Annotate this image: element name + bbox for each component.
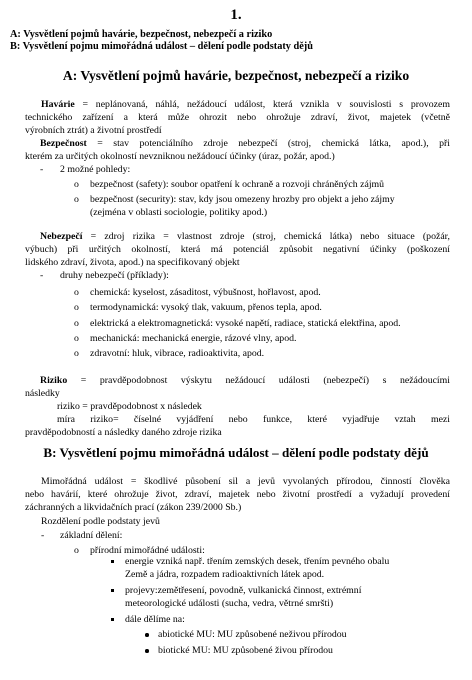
nebezpeci-definition: = zdroj rizika = vlastnost zdroje (stroj, chemická látka) nebo situace (požár, bbox=[90, 231, 450, 242]
hazard-item-thermodynamic: termodynamická: vysoký tlak, vakuum, přenos tepla, apod. bbox=[90, 302, 322, 313]
abiotic-item: abiotické MU: MU způsobené neživou přírodou bbox=[158, 629, 347, 640]
security-item-line-1: bezpečnost (security): stav, kdy jsou omezeny hrozby pro objekt a jeho zájmy bbox=[90, 194, 395, 205]
manifestations-item-line-2: meteorologické události (sucha, vedra, větrné smršti) bbox=[125, 598, 334, 609]
square-bullet bbox=[111, 589, 114, 592]
bezpecnost-line-1 bbox=[40, 137, 450, 150]
hazard-item-mechanical: mechanická: mechanická energie, rázové vlny, apod. bbox=[90, 333, 297, 344]
natural-events-item: přírodní mimořádné události: bbox=[90, 545, 205, 556]
bullet-o: o bbox=[74, 179, 79, 190]
riziko-measure-line-2: pravděpodobností a následky daného zdroje rizika bbox=[25, 427, 222, 438]
section-a-heading: A: Vysvětlení pojmů havárie, bezpečnost, nebezpečí a riziko bbox=[62, 68, 410, 83]
bullet-o: o bbox=[74, 194, 79, 205]
safety-item: bezpečnost (safety): soubor opatření k ochraně a rozvoji chráněných zájmů bbox=[90, 179, 385, 190]
hazard-item-chemical: chemická: kyselost, zásaditost, výbušnost, hořlavost, apod. bbox=[90, 287, 321, 298]
mu-definition-line-2: nebo havárií, které ohrožuje život, zdraví, majetek nebo životní prostředí a vyžadují provedení bbox=[25, 489, 450, 500]
section-b-heading: B: Vysvětlení pojmu mimořádná událost – dělení podle podstaty dějů bbox=[43, 445, 429, 460]
manifestations-item-line-1: projevy:zemětřesení, povodně, vulkanická činnost, extrémní bbox=[125, 585, 362, 596]
hazard-item-health: zdravotní: hluk, vibrace, radioaktivita, apod. bbox=[90, 348, 265, 359]
energy-item-line-2: Země a jádra, rozpadem radioaktivních látek apod. bbox=[125, 569, 325, 580]
bezpecnost-definition: = stav potenciálního zdroje nebezpečí (stroj, chemická látka, apod.), při bbox=[97, 138, 450, 149]
bullet-o: o bbox=[74, 545, 79, 556]
bullet-o: o bbox=[74, 302, 79, 313]
hazard-types-intro: druhy nebezpečí (příklady): bbox=[60, 270, 169, 281]
riziko-measure-line-1: míra riziko= číselné vyjádření nebo funkce, které vyjadřuje vztah mezi bbox=[57, 414, 450, 425]
page-number: 1. bbox=[230, 7, 242, 23]
square-bullet bbox=[111, 560, 114, 563]
havarie-term: Havárie bbox=[41, 99, 75, 110]
dash-marker: - bbox=[41, 530, 45, 541]
toc-item-a: A: Vysvětlení pojmů havárie, bezpečnost, nebezpečí a riziko bbox=[10, 29, 273, 40]
havarie-line-1 bbox=[41, 98, 450, 111]
riziko-formula: riziko = pravděpodobnost x následek bbox=[57, 401, 202, 412]
mu-definition-line-1: Mimořádná událost = škodlivé působení sil a jevů vyvolaných přírodou, činností člověka bbox=[41, 476, 450, 487]
bezpecnost-term: Bezpečnost bbox=[40, 138, 87, 149]
riziko-definition: = pravděpodobnost výskytu nežádoucí události (nebezpečí) s nežádoucími bbox=[80, 375, 450, 386]
bullet-o: o bbox=[74, 348, 79, 359]
hazard-item-electric: elektrická a elektromagnetická: vysoké napětí, radiace, statická elektřina, apod. bbox=[90, 318, 401, 329]
dash-marker: - bbox=[40, 270, 44, 281]
toc-item-b: B: Vysvětlení pojmu mimořádná událost – dělení podle podstaty dějů bbox=[10, 41, 313, 52]
nebezpeci-line-3: lidského zdraví, života, apod.) na specifikovaný objekt bbox=[25, 257, 240, 268]
nebezpeci-line-1 bbox=[40, 230, 450, 243]
classification-heading: Rozdělení podle podstaty jevů bbox=[41, 516, 160, 527]
bullet-o: o bbox=[74, 318, 79, 329]
energy-item-line-1: energie vzniká např. třením zemských desek, třením pevného obalu bbox=[125, 556, 390, 567]
havarie-line-2: technického zařízení a která může ohrozit nebo ohrožuje zdraví, život, majetek (včetně bbox=[25, 112, 450, 123]
riziko-line-1 bbox=[40, 374, 450, 387]
havarie-line-3: výrobních ztrát) a životní prostředí bbox=[25, 125, 162, 136]
round-bullet bbox=[145, 649, 149, 653]
riziko-line-2: následky bbox=[25, 388, 60, 399]
bezpecnost-views-intro: 2 možné pohledy: bbox=[60, 164, 131, 175]
square-bullet bbox=[111, 618, 114, 621]
bullet-o: o bbox=[74, 333, 79, 344]
round-bullet bbox=[145, 633, 149, 637]
biotic-item: biotické MU: MU způsobené živou přírodou bbox=[158, 645, 333, 656]
nebezpeci-line-2: výbuch) při určitých okolností, která má potenciál způsobit negativní účinky (poškození bbox=[25, 244, 450, 255]
havarie-definition: = neplánovaná, náhlá, nežádoucí událost, která vznikla v souvislosti s provozem bbox=[82, 99, 450, 110]
bullet-o: o bbox=[74, 287, 79, 298]
nebezpeci-term: Nebezpečí bbox=[40, 231, 83, 242]
bezpecnost-line-2: kterém za určitých okolností nevzniknou nežádoucí účinky (úraz, požár, apod.) bbox=[25, 151, 335, 162]
mu-definition-line-3: záchranných a likvidačních prací (zákon 239/2000 Sb.) bbox=[25, 502, 242, 513]
security-item-line-2: (zejména v oblasti sociologie, politiky apod.) bbox=[90, 207, 268, 218]
basic-division: základní dělení: bbox=[60, 530, 123, 541]
dash-marker: - bbox=[40, 164, 44, 175]
further-division-item: dále dělíme na: bbox=[125, 614, 185, 625]
riziko-term: Riziko bbox=[40, 375, 68, 386]
